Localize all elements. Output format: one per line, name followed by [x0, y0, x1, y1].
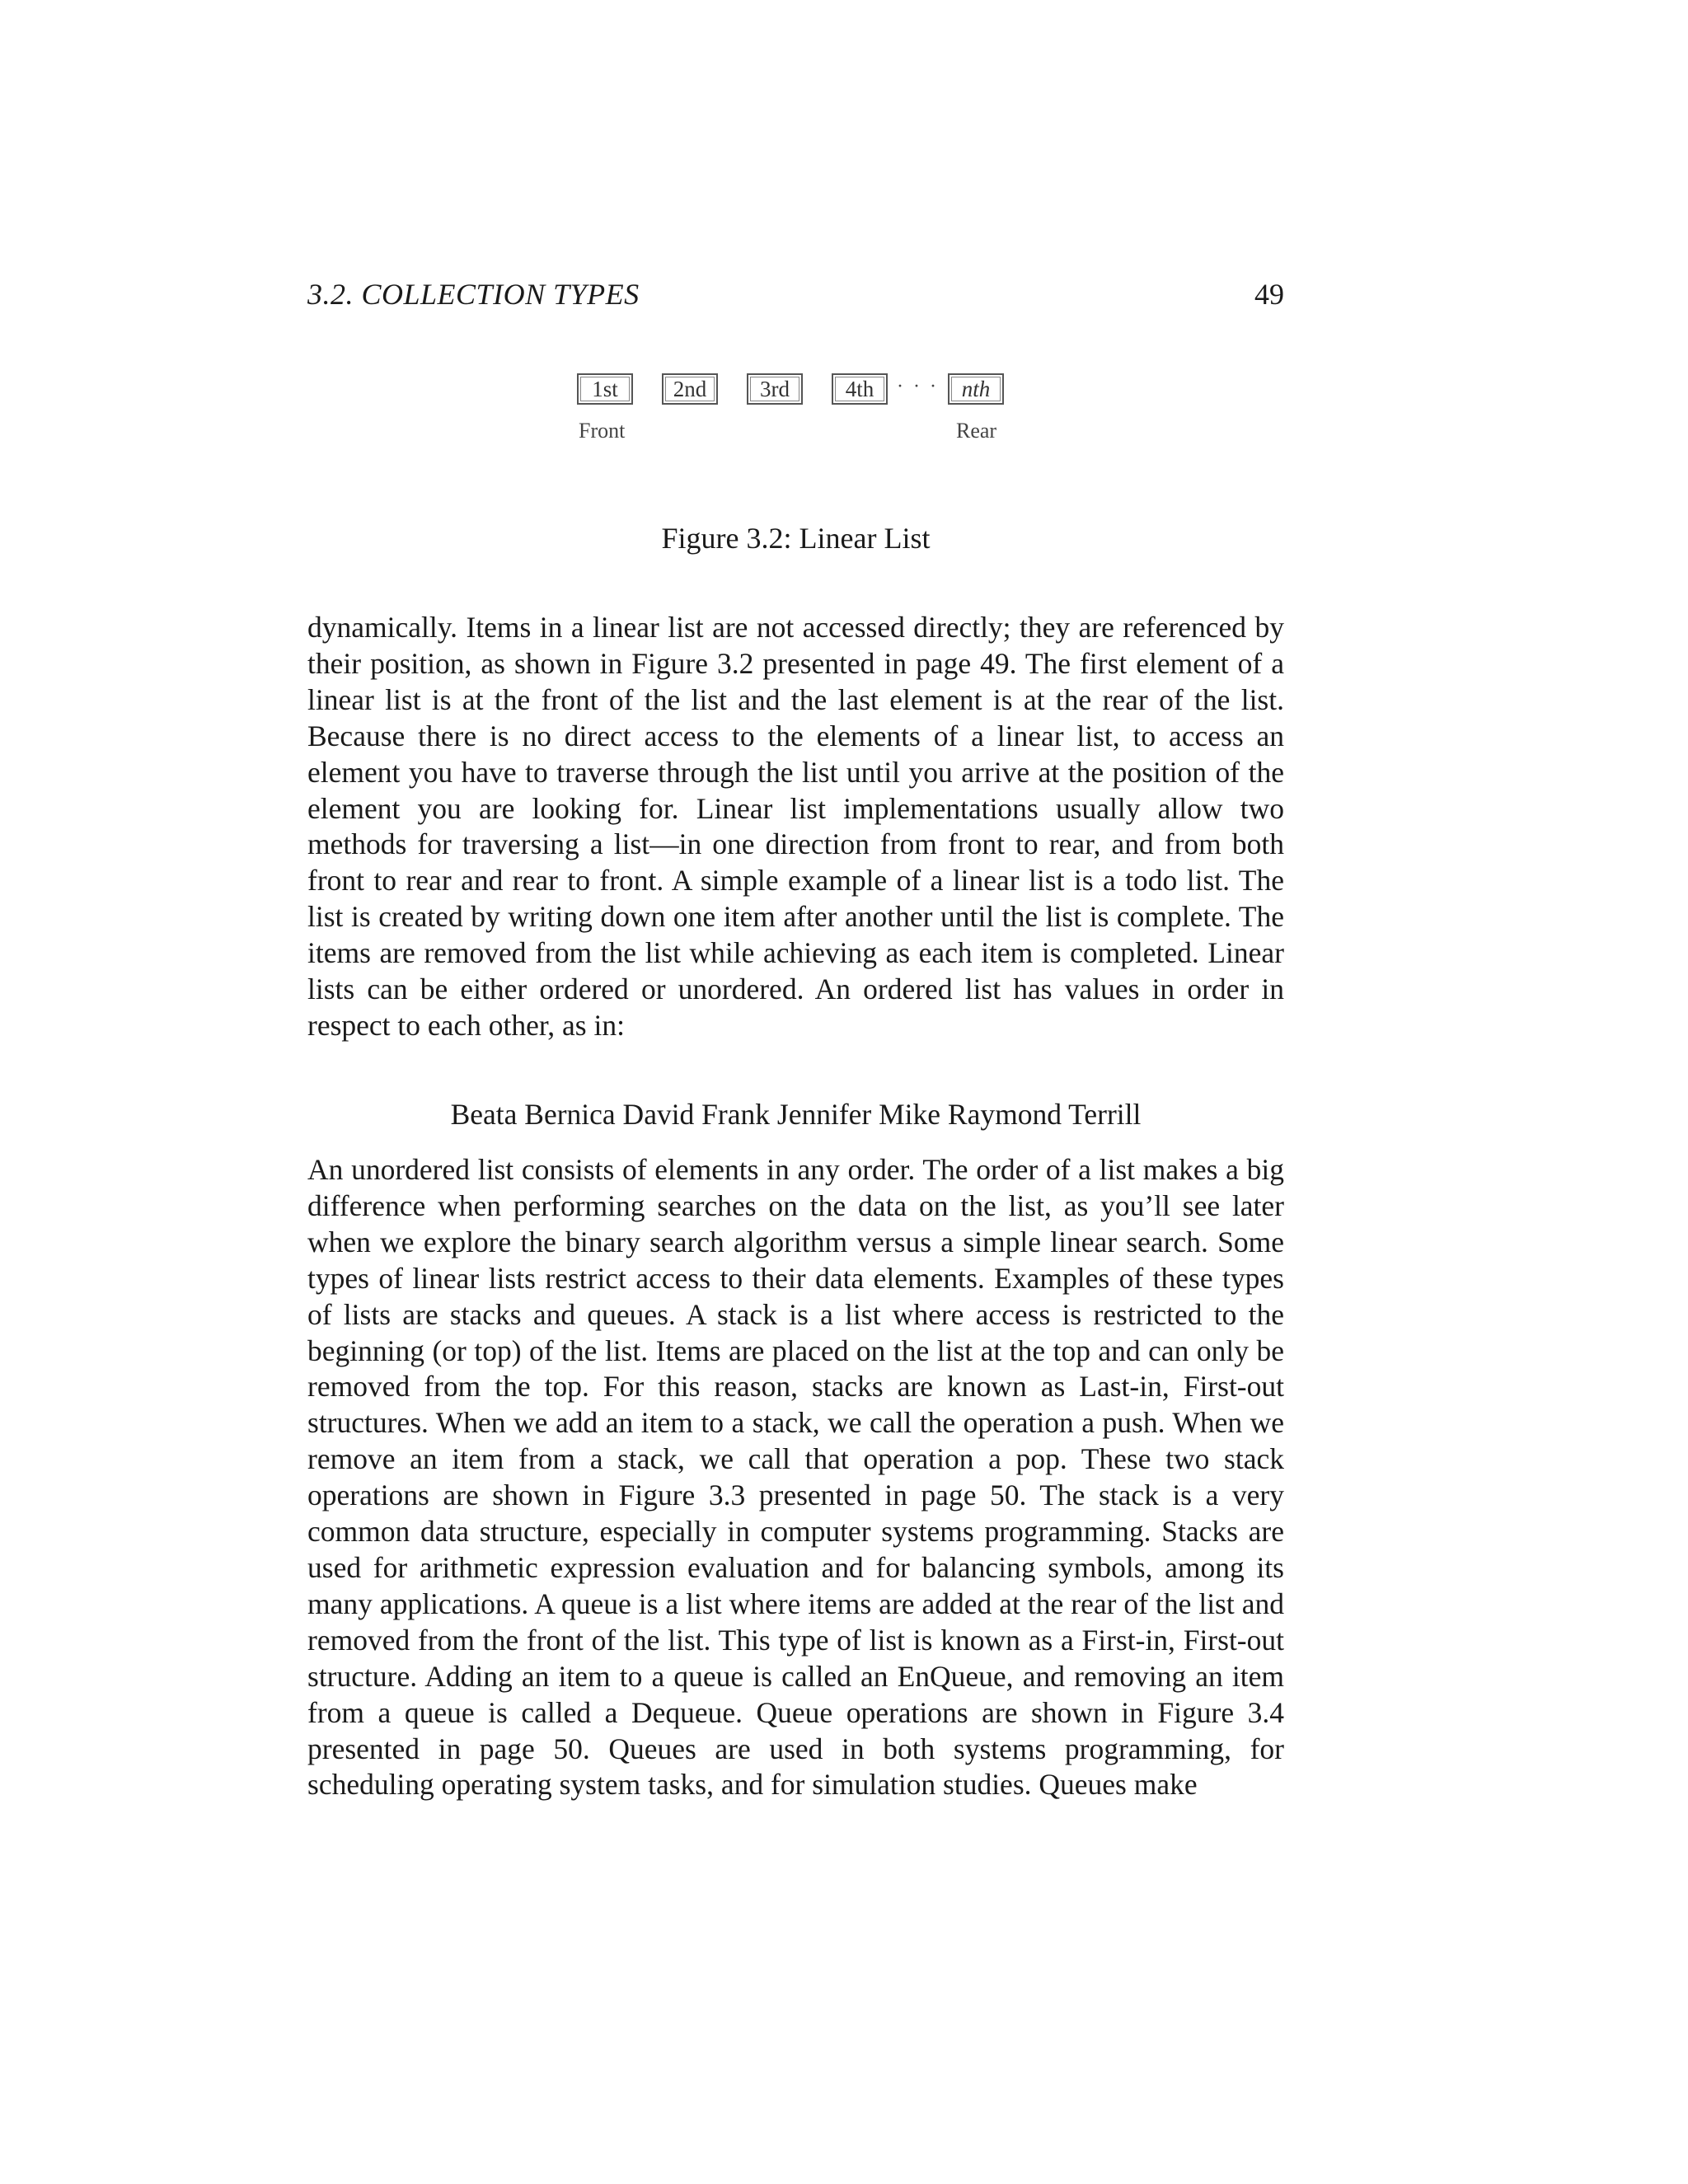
- ellipsis: · · ·: [897, 376, 939, 397]
- section-title: 3.2. COLLECTION TYPES: [307, 278, 640, 311]
- page-number: 49: [1254, 278, 1284, 311]
- list-node-2nd: 2nd: [662, 373, 718, 405]
- running-header: [307, 277, 1284, 318]
- list-node-nth: nth: [948, 373, 1004, 405]
- paragraph-1: dynamically. Items in a linear list are not accessed directly; they are referenced by their position, as shown in Figure 3.2 presented in page 49. The first element of a linear list is at the front of the list and the last element is at the rear of the list. Because there is no direct access to the elements of a linear list, to access an element you have to traverse through the list until you arrive at the position of the element you are looking for. Linear list implementations usually allow two methods for traversing a list—in one direction from front to rear, and from both front to rear and rear to front. A simple example of a linear list is a todo list. The list is created by writing down one item after another until the list is complete. The items are removed from the list while achieving as each item is completed. Linear lists can be either ordered or unordered. An ordered list has values in order in respect to each other, as in:: [307, 611, 1284, 1042]
- paragraph-2: An unordered list consists of elements in any order. The order of a list makes a big difference when performing searches on the data on the list, as you’ll see later when we explore the binary search algorithm versus a simple linear search. Some types of linear lists restrict access to their data elements. Examples of these types of lists are stacks and queues. A stack is a list where access is restricted to the beginning (or top) of the list. Items are placed on the list at the top and can only be removed from the top. For this reason, stacks are known as Last-in, First-out structures. When we add an item to a stack, we call the operation a push. When we remove an item from a stack, we call that operation a pop. These two stack operations are shown in Figure 3.3 presented in page 50. The stack is a very common data structure, especially in computer systems programming. Stacks are used for arithmetic expression evaluation and for balancing symbols, among its many applications. A queue is a list where items are added at the rear of the list and removed from the front of the list. This type of list is known as a First-in, First-out structure. Adding an item to a queue is called an EnQueue, and removing an item from a queue is called a Dequeue. Queue operations are shown in Figure 3.4 presented in page 50. Queues are used in both systems programming, for scheduling operating system tasks, and for simulation studies. Queues make: [307, 1153, 1284, 1802]
- list-node-1st: 1st: [577, 373, 633, 405]
- list-node-4th: 4th: [832, 373, 888, 405]
- ordered-list-example: Beata Bernica David Frank Jennifer Mike Raymond Terrill: [450, 1098, 1142, 1131]
- rear-label: Rear: [956, 419, 997, 443]
- figure-caption: Figure 3.2: Linear List: [661, 522, 931, 555]
- list-node-3rd: 3rd: [747, 373, 803, 405]
- linear-list-figure: [577, 369, 1039, 452]
- front-label: Front: [579, 419, 626, 443]
